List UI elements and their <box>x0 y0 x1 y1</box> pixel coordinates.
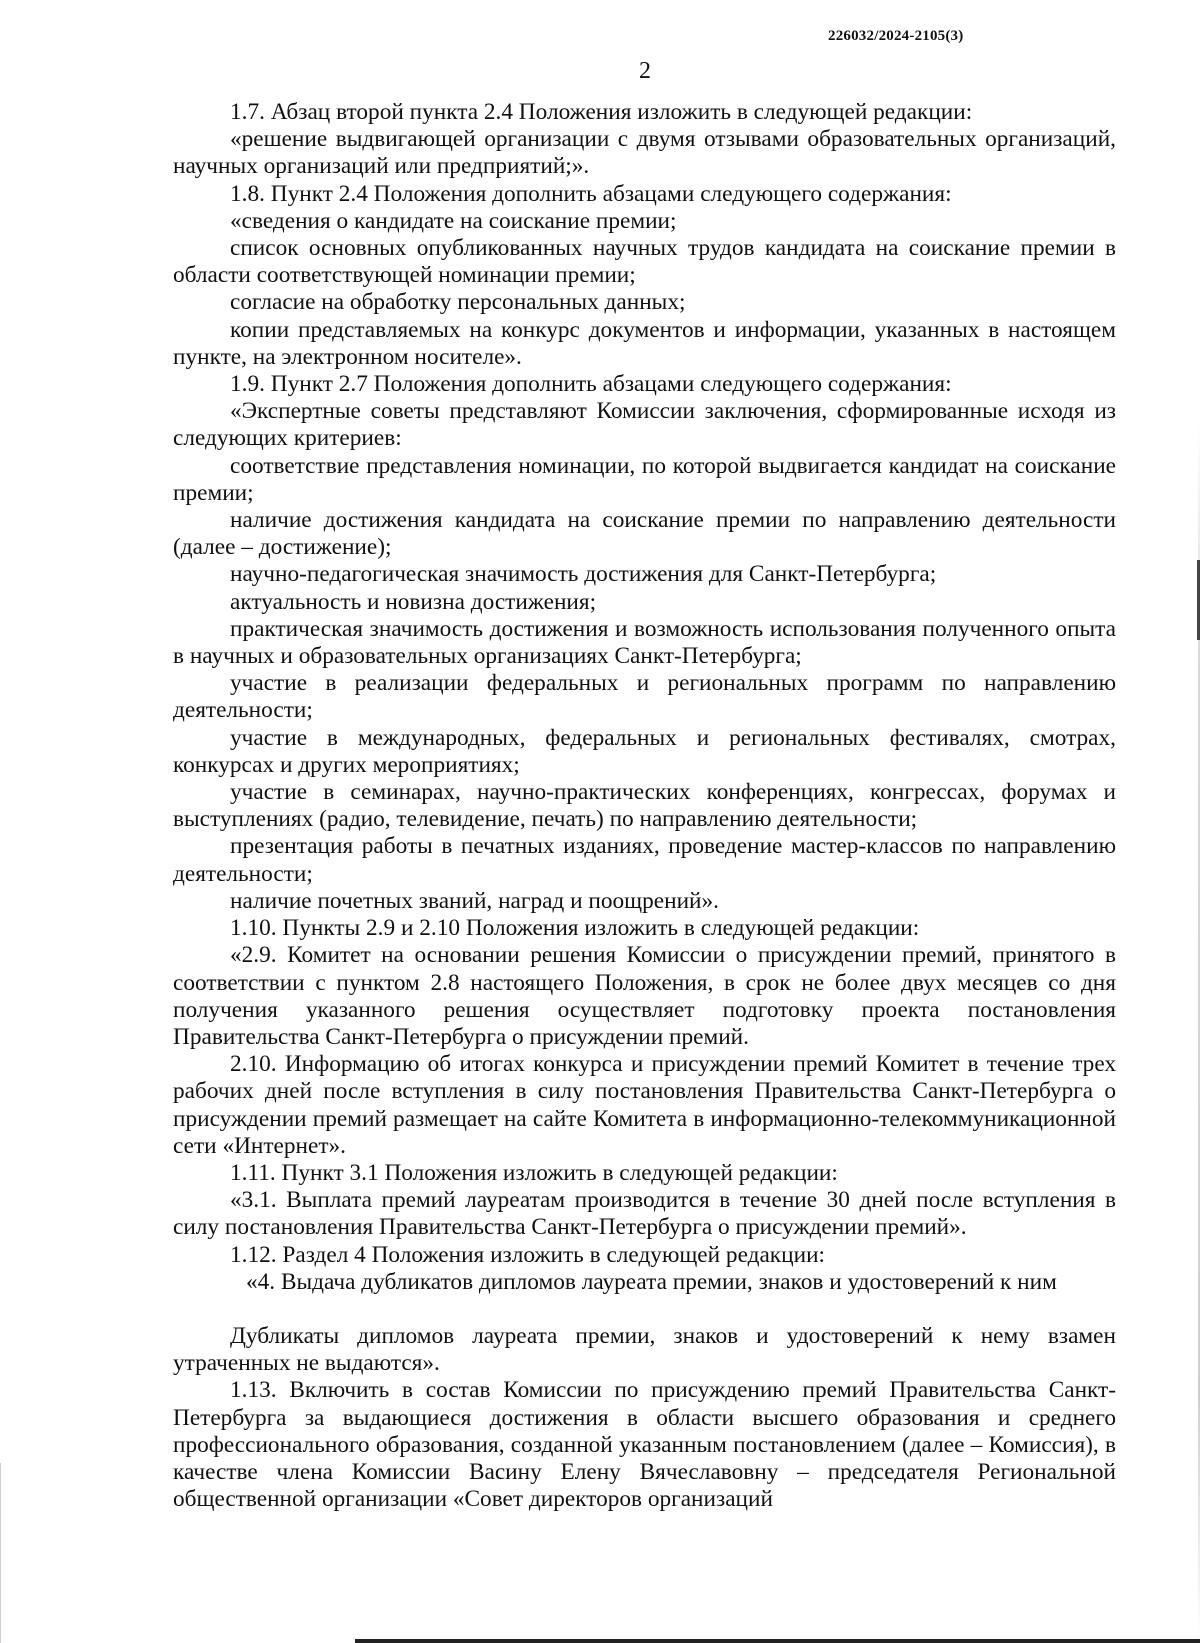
paragraph-1-10: 1.10. Пункты 2.9 и 2.10 Положения изложить в следующей редакции: <box>230 915 920 942</box>
paragraph-2-9: «2.9. Комитет на основании решения Комиссии о присуждении премий, принятого в соответствии с пунктом 2.8 настоящего Положения, в срок не более двух месяцев со дня получения указанного решения осуществляет подготовку проекта постановления Правительства Санкт-Петербурга о присуждении премий. <box>173 942 1116 1050</box>
scan-bottom-bar <box>355 1639 1200 1643</box>
section-4-heading: «4. Выдача дубликатов дипломов лауреата премии, знаков и удостоверений к ним <box>246 1268 1057 1295</box>
paragraph-item: согласие на обработку персональных данных; <box>230 289 686 316</box>
paragraph-2-10: 2.10. Информацию об итогах конкурса и присуждении премий Комитет в течение трех рабочих дней после вступления в силу постановления Правительства Санкт-Петербурга о присуждении премий размещает на сайте Комитета в информационно-телекоммуникационной сети «Интернет». <box>173 1051 1116 1159</box>
paragraph-item: участие в реализации федеральных и региональных программ по направлению деятельности; <box>173 670 1116 724</box>
paragraph-item: список основных опубликованных научных трудов кандидата на соискание премии в области соответствующей номинации премии; <box>173 235 1116 289</box>
paragraph-1-9: 1.9. Пункт 2.7 Положения дополнить абзацами следующего содержания: <box>230 371 952 398</box>
paragraph-item: наличие достижения кандидата на соискание премии по направлению деятельности (далее – достижение); <box>173 507 1116 561</box>
paragraph-quote: «решение выдвигающей организации с двумя отзывами образовательных организаций, научных организаций или предприятий;». <box>173 126 1116 180</box>
document-registration-number: 226032/2024-2105(3) <box>828 28 964 44</box>
paragraph-item: участие в семинарах, научно-практических конференциях, конгрессах, форумах и выступлениях (радио, телевидение, печать) по направлению деятельности; <box>173 779 1116 833</box>
paragraph-duplicates: Дубликаты дипломов лауреата премии, знаков и удостоверений к нему взамен утраченных не выдаются». <box>173 1322 1116 1377</box>
paragraph-item: практическая значимость достижения и возможность использования полученного опыта в научных и образовательных организациях Санкт-Петербурга; <box>173 615 1116 670</box>
paragraph-item: научно-педагогическая значимость достижения для Санкт-Петербурга; <box>230 561 937 588</box>
paragraph-1-11: 1.11. Пункт 3.1 Положения изложить в следующей редакции: <box>230 1159 838 1186</box>
paragraph-item: «Экспертные советы представляют Комиссии заключения, сформированные исходя из следующих критериев: <box>173 398 1116 452</box>
paragraph-1-8: 1.8. Пункт 2.4 Положения дополнить абзацами следующего содержания: <box>230 180 952 207</box>
paragraph-3-1: «3.1. Выплата премий лауреатам производится в течение 30 дней после вступления в силу постановления Правительства Санкт-Петербурга о присуждении премий». <box>173 1187 1116 1241</box>
scan-edge-left <box>0 1463 1 1643</box>
paragraph-1-13: 1.13. Включить в состав Комиссии по присуждению премий Правительства Санкт-Петербурга за выдающиеся достижения в области высшего образования и среднего профессионального образования, созданной указанным постановлением (далее – Комиссия), в качестве члена Комиссии Васину Елену Вячеславовну – председателя Региональной общественной организации «Совет директоров организаций <box>173 1377 1116 1513</box>
paragraph-1-12: 1.12. Раздел 4 Положения изложить в следующей редакции: <box>230 1241 826 1268</box>
paragraph-item: соответствие представления номинации, по которой выдвигается кандидат на соискание премии; <box>173 452 1116 506</box>
paragraph-item: наличие почетных званий, наград и поощрений». <box>230 887 719 914</box>
document-body <box>173 99 1116 1513</box>
paragraph-item: участие в международных, федеральных и региональных фестивалях, смотрах, конкурсах и других мероприятиях; <box>173 724 1116 778</box>
blank-line <box>173 1296 1116 1323</box>
paragraph-item: презентация работы в печатных изданиях, проведение мастер-классов по направлению деятельности; <box>173 833 1116 887</box>
paragraph-1-7: 1.7. Абзац второй пункта 2.4 Положения изложить в следующей редакции: <box>230 99 973 125</box>
page-number: 2 <box>639 58 651 84</box>
paragraph-item: «сведения о кандидате на соискание премии; <box>230 207 677 234</box>
paragraph-item: актуальность и новизна достижения; <box>230 588 597 615</box>
paragraph-item: копии представляемых на конкурс документов и информации, указанных в настоящем пункте, на электронном носителе». <box>173 316 1116 370</box>
